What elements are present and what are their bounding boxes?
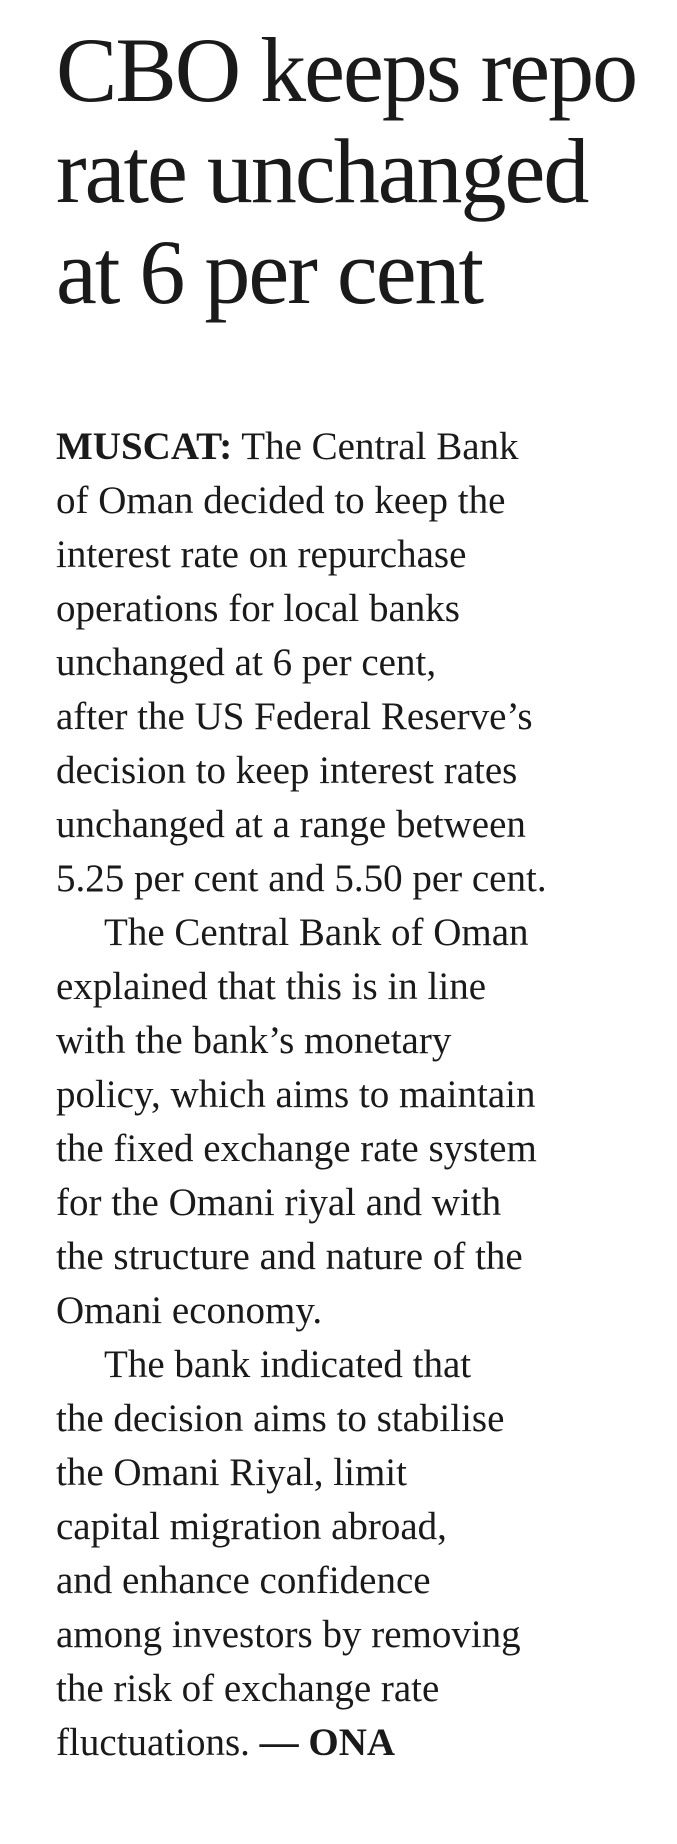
body-line: 5.25 per cent and 5.50 per cent. — [56, 857, 547, 900]
body-line: the fixed exchange rate system — [56, 1127, 537, 1170]
body-line: The Central Bank of Oman — [104, 911, 529, 954]
dateline: MUSCAT: — [56, 425, 233, 468]
body-line: for the Omani riyal and with — [56, 1181, 502, 1224]
body-line: interest rate on repurchase — [56, 533, 467, 576]
body-line: Omani economy. — [56, 1289, 323, 1332]
news-article — [56, 19, 656, 1764]
body-line: the structure and nature of the — [56, 1235, 523, 1278]
headline — [56, 20, 656, 323]
body-line: of Oman decided to keep the — [56, 479, 506, 522]
headline-line: rate unchanged — [56, 120, 588, 222]
headline-line: CBO keeps repo — [56, 19, 637, 121]
body-line: The bank indicated that — [104, 1343, 472, 1386]
body-line: operations for local banks — [56, 587, 460, 630]
body-line-text: fluctuations. — [56, 1721, 260, 1764]
credit: — ONA — [259, 1721, 396, 1764]
body-line: decision to keep interest rates — [56, 749, 518, 792]
body-line: capital migration abroad, — [56, 1505, 447, 1548]
body-line: policy, which aims to maintain — [56, 1073, 536, 1116]
body-line: after the US Federal Reserve’s — [56, 695, 533, 738]
body-line-text: The Central Bank — [232, 425, 519, 468]
body-line: the Omani Riyal, limit — [56, 1451, 407, 1494]
headline-line: at 6 per cent — [56, 221, 483, 323]
body-line: unchanged at a range between — [56, 803, 526, 846]
body-line: unchanged at 6 per cent, — [56, 641, 437, 684]
body-line: the decision aims to stabilise — [56, 1397, 505, 1440]
body-line: with the bank’s monetary — [56, 1019, 452, 1062]
body-line: the risk of exchange rate — [56, 1667, 440, 1710]
body-line — [56, 420, 656, 474]
body-line — [56, 1716, 656, 1770]
body-line: and enhance confidence — [56, 1559, 431, 1602]
body-line: explained that this is in line — [56, 965, 487, 1008]
article-body — [56, 420, 656, 1770]
body-line: among investors by removing — [56, 1613, 521, 1656]
